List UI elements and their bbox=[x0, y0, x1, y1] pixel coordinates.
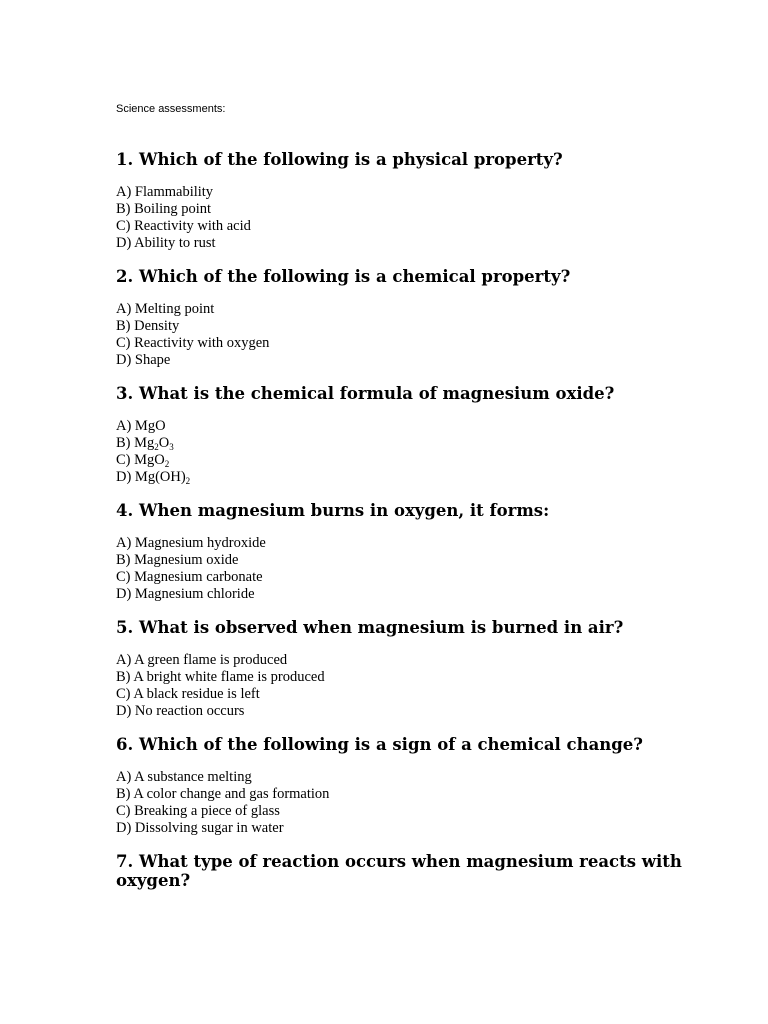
question-title: 2. Which of the following is a chemical property? bbox=[116, 267, 571, 286]
answer-option bbox=[116, 769, 716, 786]
answer-option bbox=[116, 318, 716, 335]
option-text: C) Breaking a piece of glass bbox=[116, 803, 280, 819]
question-title: 7. What type of reaction occurs when magnesium reacts with oxygen? bbox=[116, 852, 682, 890]
answer-option bbox=[116, 586, 716, 603]
answer-option bbox=[116, 218, 716, 235]
option-text: C) A black residue is left bbox=[116, 686, 260, 702]
question-block bbox=[116, 852, 716, 890]
option-text: D) Shape bbox=[116, 352, 171, 368]
question-block bbox=[116, 501, 716, 603]
question-block bbox=[116, 735, 716, 837]
question-title: 3. What is the chemical formula of magnesium oxide? bbox=[116, 384, 615, 403]
answer-option bbox=[116, 552, 716, 569]
question-title: 1. Which of the following is a physical property? bbox=[116, 150, 563, 169]
question-block bbox=[116, 384, 716, 486]
answer-option bbox=[116, 803, 716, 820]
option-text: B) Magnesium oxide bbox=[116, 552, 239, 568]
answer-option bbox=[116, 535, 716, 552]
answer-option bbox=[116, 786, 716, 803]
option-text: A) MgO bbox=[116, 418, 166, 434]
answer-options bbox=[116, 652, 716, 720]
answer-option bbox=[116, 184, 716, 201]
answer-option bbox=[116, 201, 716, 218]
answer-option bbox=[116, 335, 716, 352]
option-text: C) Reactivity with oxygen bbox=[116, 335, 270, 351]
question-block bbox=[116, 618, 716, 720]
answer-option bbox=[116, 652, 716, 669]
option-text: D) Mg(OH) bbox=[116, 469, 186, 485]
option-text: B) Mg bbox=[116, 435, 155, 451]
option-text: A) Melting point bbox=[116, 301, 215, 317]
answer-option bbox=[116, 669, 716, 686]
option-text: B) Boiling point bbox=[116, 201, 212, 217]
answer-options bbox=[116, 535, 716, 603]
answer-option bbox=[116, 452, 716, 469]
option-text: A) A substance melting bbox=[116, 769, 252, 785]
answer-option bbox=[116, 235, 716, 252]
question-title: 4. When magnesium burns in oxygen, it forms: bbox=[116, 501, 550, 520]
answer-option bbox=[116, 301, 716, 318]
option-text: B) Density bbox=[116, 318, 180, 334]
answer-option bbox=[116, 352, 716, 369]
question-block bbox=[116, 150, 716, 252]
option-text: B) A color change and gas formation bbox=[116, 786, 330, 802]
subscript-text: 2 bbox=[185, 476, 191, 486]
option-text: A) Flammability bbox=[116, 184, 214, 200]
answer-options bbox=[116, 184, 716, 252]
question-title: 5. What is observed when magnesium is burned in air? bbox=[116, 618, 624, 637]
answer-option bbox=[116, 418, 716, 435]
document-heading: Science assessments: bbox=[116, 103, 226, 115]
option-text: D) No reaction occurs bbox=[116, 703, 245, 719]
subscript-text: 2 bbox=[154, 442, 159, 452]
option-text: A) Magnesium hydroxide bbox=[116, 535, 266, 551]
option-text: D) Ability to rust bbox=[116, 235, 216, 251]
answer-options bbox=[116, 418, 716, 486]
question-block bbox=[116, 267, 716, 369]
option-text: C) Magnesium carbonate bbox=[116, 569, 263, 585]
option-text: D) Magnesium chloride bbox=[116, 586, 255, 602]
answer-options bbox=[116, 301, 716, 369]
option-text: B) A bright white flame is produced bbox=[116, 669, 325, 685]
option-text: D) Dissolving sugar in water bbox=[116, 820, 284, 836]
option-text: C) MgO bbox=[116, 452, 165, 468]
option-text: O bbox=[158, 435, 170, 451]
question-list bbox=[116, 150, 716, 890]
document-page bbox=[116, 102, 716, 905]
option-text: A) A green flame is produced bbox=[116, 652, 288, 668]
subscript-text: 3 bbox=[169, 442, 174, 452]
answer-option bbox=[116, 435, 716, 452]
subscript-text: 2 bbox=[164, 459, 170, 469]
answer-option bbox=[116, 703, 716, 720]
answer-options bbox=[116, 769, 716, 837]
option-text: C) Reactivity with acid bbox=[116, 218, 251, 234]
question-title: 6. Which of the following is a sign of a chemical change? bbox=[116, 735, 643, 754]
answer-option bbox=[116, 469, 716, 486]
answer-option bbox=[116, 820, 716, 837]
answer-option bbox=[116, 569, 716, 586]
answer-option bbox=[116, 686, 716, 703]
